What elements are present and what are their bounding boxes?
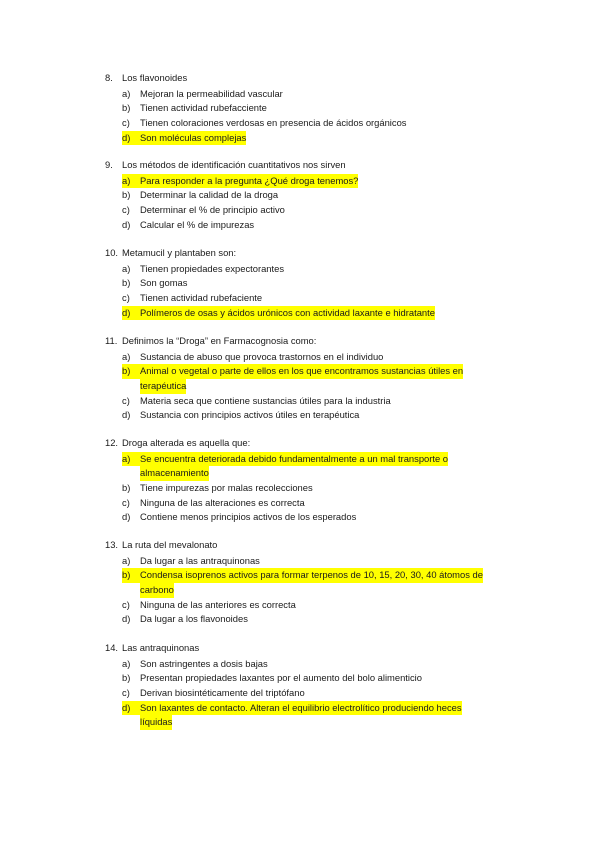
option-b <box>122 101 515 116</box>
question-text: Los métodos de identificación cuantitativos nos sirven <box>122 159 346 170</box>
option-text-continuation: carbono <box>140 583 174 598</box>
question-header <box>105 436 515 451</box>
question-number: 8. <box>105 72 113 83</box>
option-text: Animal o vegetal o parte de ellos en los que encontramos sustancias útiles en <box>140 364 463 379</box>
option-a-continuation <box>122 466 515 481</box>
option-text: Tienen propiedades expectorantes <box>140 262 285 274</box>
question-header <box>105 158 515 173</box>
option-text: Condensa isoprenos activos para formar terpenos de 10, 15, 20, 30, 40 átomos de <box>140 568 483 583</box>
question-11 <box>105 334 515 423</box>
question-number: 14. <box>105 642 119 653</box>
question-8 <box>105 71 515 145</box>
option-text: Tienen actividad rubefacciente <box>140 102 267 114</box>
question-number: 12. <box>105 437 119 448</box>
option-letter: a) <box>122 87 131 99</box>
option-letter: b) <box>122 364 140 379</box>
option-letter: d) <box>122 511 131 523</box>
option-c <box>122 598 515 613</box>
option-b-continuation <box>122 379 515 394</box>
option-letter: a) <box>122 262 131 274</box>
question-13 <box>105 538 515 627</box>
option-a <box>122 350 515 365</box>
option-letter: c) <box>122 291 130 303</box>
option-letter: b) <box>122 568 140 583</box>
option-text: Materia seca que contiene sustancias útiles para la industria <box>140 394 391 406</box>
option-c <box>122 394 515 409</box>
option-text: Para responder a la pregunta ¿Qué droga tenemos? <box>140 174 358 189</box>
option-d <box>122 612 515 627</box>
question-header <box>105 641 515 656</box>
option-letter: b) <box>122 277 131 289</box>
option-b-highlighted <box>122 568 515 583</box>
option-text: Tienen actividad rubefaciente <box>140 291 263 303</box>
option-text: Son laxantes de contacto. Alteran el equilibrio electrolítico produciendo heces <box>140 701 462 716</box>
option-text: Presentan propiedades laxantes por el aumento del bolo alimenticio <box>140 672 422 684</box>
option-b-continuation <box>122 583 515 598</box>
option-d <box>122 408 515 423</box>
option-c <box>122 203 515 218</box>
option-letter: d) <box>122 131 140 146</box>
option-d-highlighted <box>122 701 515 716</box>
option-b <box>122 188 515 203</box>
option-text: Ninguna de las alteraciones es correcta <box>140 496 305 508</box>
option-a-highlighted <box>122 452 515 467</box>
option-letter: b) <box>122 102 131 114</box>
question-9 <box>105 158 515 232</box>
option-text-continuation: almacenamiento <box>140 466 209 481</box>
option-letter: c) <box>122 203 130 215</box>
option-text: Da lugar a los flavonoides <box>140 613 248 625</box>
option-letter: a) <box>122 452 140 467</box>
option-letter: b) <box>122 481 131 493</box>
option-letter: b) <box>122 189 131 201</box>
option-text: Sustancia con principios activos útiles en terapéutica <box>140 409 360 421</box>
option-text: Da lugar a las antraquinonas <box>140 554 260 566</box>
option-letter: a) <box>122 174 140 189</box>
option-a-highlighted <box>122 174 515 189</box>
question-header <box>105 538 515 553</box>
option-letter: a) <box>122 350 131 362</box>
option-letter: c) <box>122 598 130 610</box>
option-letter: c) <box>122 116 130 128</box>
option-text-continuation: terapéutica <box>140 379 186 394</box>
option-b <box>122 481 515 496</box>
question-number: 11. <box>105 335 118 346</box>
option-d-highlighted <box>122 131 515 146</box>
option-letter: d) <box>122 306 140 321</box>
question-text: La ruta del mevalonato <box>122 539 218 550</box>
question-12 <box>105 436 515 525</box>
question-number: 10. <box>105 247 119 258</box>
option-letter: a) <box>122 657 131 669</box>
question-text: Definimos la “Droga” en Farmacognosia como: <box>122 335 317 346</box>
option-text: Son moléculas complejas <box>140 131 246 146</box>
question-number: 9. <box>105 159 113 170</box>
option-text: Calcular el % de impurezas <box>140 218 255 230</box>
option-text: Sustancia de abuso que provoca trastornos en el individuo <box>140 350 384 362</box>
option-text: Son gomas <box>140 277 188 289</box>
option-text: Determinar la calidad de la droga <box>140 189 279 201</box>
question-header <box>105 246 515 261</box>
option-b <box>122 276 515 291</box>
option-d <box>122 218 515 233</box>
question-text: Metamucil y plantaben son: <box>122 247 237 258</box>
option-b <box>122 671 515 686</box>
option-text: Derivan biosintéticamente del triptófano <box>140 686 305 698</box>
option-c <box>122 291 515 306</box>
option-letter: d) <box>122 613 131 625</box>
option-text: Polímeros de osas y ácidos urónicos con actividad laxante e hidratante <box>140 306 435 321</box>
question-text: Las antraquinonas <box>122 642 200 653</box>
option-text: Mejoran la permeabilidad vascular <box>140 87 283 99</box>
option-text: Son astringentes a dosis bajas <box>140 657 268 669</box>
option-a <box>122 554 515 569</box>
option-text-continuation: líquidas <box>140 715 172 730</box>
option-letter: a) <box>122 554 131 566</box>
question-header <box>105 71 515 86</box>
option-letter: d) <box>122 218 131 230</box>
option-d-continuation <box>122 715 515 730</box>
option-d <box>122 510 515 525</box>
option-b-highlighted <box>122 364 515 379</box>
question-14 <box>105 641 515 730</box>
question-number: 13. <box>105 539 119 550</box>
option-letter: d) <box>122 701 140 716</box>
option-a <box>122 657 515 672</box>
option-c <box>122 116 515 131</box>
question-text: Los flavonoides <box>122 72 188 83</box>
option-letter: c) <box>122 496 130 508</box>
option-text: Determinar el % de principio activo <box>140 203 285 215</box>
option-text: Ninguna de las anteriores es correcta <box>140 598 296 610</box>
option-a <box>122 262 515 277</box>
option-c <box>122 496 515 511</box>
question-text: Droga alterada es aquella que: <box>122 437 251 448</box>
option-letter: b) <box>122 672 131 684</box>
option-letter: c) <box>122 686 130 698</box>
option-text: Tienen coloraciones verdosas en presencia de ácidos orgánicos <box>140 116 407 128</box>
option-letter: d) <box>122 409 131 421</box>
option-a <box>122 87 515 102</box>
option-d-highlighted <box>122 306 515 321</box>
question-10 <box>105 246 515 320</box>
option-letter: c) <box>122 394 130 406</box>
option-text: Tiene impurezas por malas recolecciones <box>140 481 313 493</box>
option-text: Se encuentra deteriorada debido fundamentalmente a un mal transporte o <box>140 452 448 467</box>
option-c <box>122 686 515 701</box>
option-text: Contiene menos principios activos de los esperados <box>140 511 357 523</box>
question-header <box>105 334 515 349</box>
